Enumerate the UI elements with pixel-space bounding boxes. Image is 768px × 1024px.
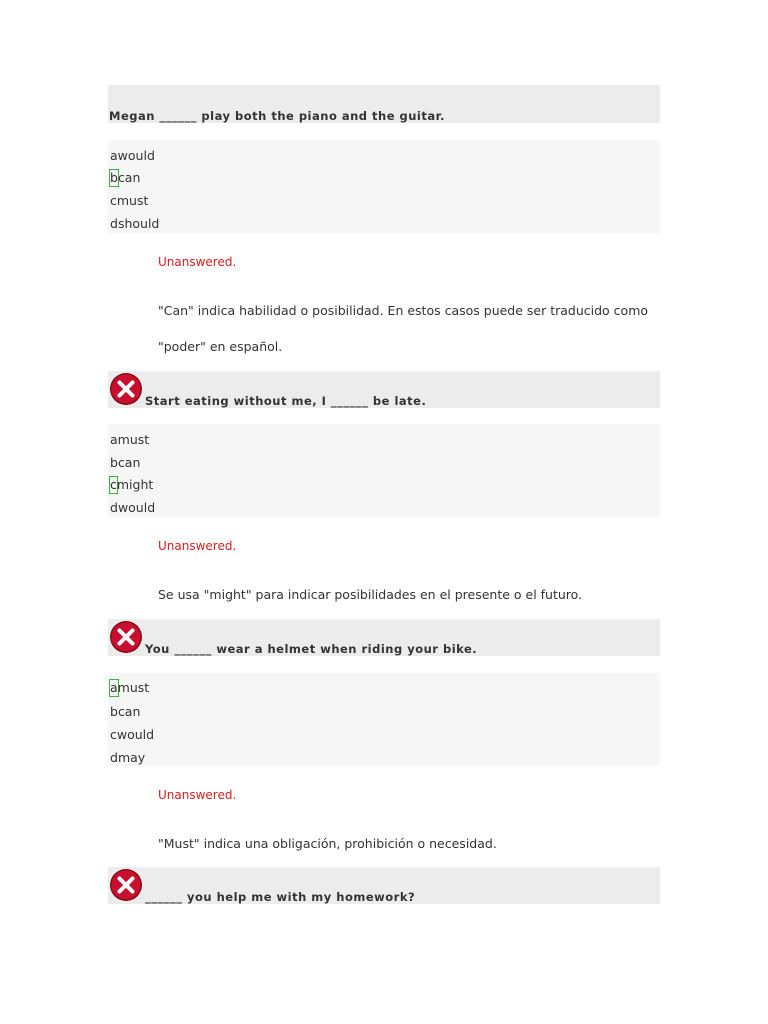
- incorrect-x-icon: [109, 372, 143, 406]
- option-letter: c: [110, 727, 117, 742]
- question-2-options: [108, 424, 660, 517]
- option-b[interactable]: [110, 704, 140, 720]
- option-a[interactable]: [110, 148, 155, 164]
- option-letter: d: [110, 216, 118, 231]
- option-a[interactable]: [110, 432, 149, 448]
- option-letter: b: [110, 455, 118, 470]
- question-3-text: You ______ wear a helmet when riding your bike.: [145, 642, 478, 656]
- correct-answer-marker: a: [110, 680, 118, 695]
- feedback-text: Se usa "might" para indicar posibilidades en el presente o el futuro.: [158, 587, 583, 602]
- feedback-text: "Must" indica una obligación, prohibición o necesidad.: [158, 836, 497, 851]
- option-d[interactable]: [110, 750, 145, 766]
- option-d[interactable]: [110, 500, 155, 516]
- option-letter: d: [110, 500, 118, 515]
- question-3-bar: [108, 619, 660, 656]
- option-c[interactable]: [110, 477, 153, 493]
- option-a[interactable]: [110, 680, 149, 696]
- status-unanswered: Unanswered.: [158, 255, 237, 269]
- option-letter: a: [110, 148, 118, 163]
- option-text: would: [116, 727, 155, 742]
- question-4-bar: [108, 867, 660, 904]
- option-text: can: [117, 170, 141, 185]
- option-c[interactable]: [110, 727, 154, 743]
- option-text: must: [116, 193, 149, 208]
- option-letter: a: [110, 432, 118, 447]
- correct-answer-marker: c: [110, 477, 117, 492]
- incorrect-x-icon: [109, 620, 143, 654]
- incorrect-x-icon: [109, 868, 143, 902]
- question-3-options: [108, 673, 660, 766]
- option-b[interactable]: [110, 455, 140, 471]
- option-text: must: [117, 680, 150, 695]
- option-c[interactable]: [110, 193, 148, 209]
- option-text: can: [117, 704, 141, 719]
- option-text: would: [117, 500, 156, 515]
- option-text: must: [117, 432, 150, 447]
- option-letter: c: [110, 193, 117, 208]
- question-1-text: Megan ______ play both the piano and the guitar.: [109, 109, 446, 123]
- question-2-text: Start eating without me, I ______ be late.: [145, 394, 427, 408]
- question-2-bar: [108, 371, 660, 408]
- option-text: would: [117, 148, 155, 163]
- correct-answer-marker: b: [110, 170, 118, 185]
- question-1-bar: [108, 85, 660, 123]
- feedback-text: "Can" indica habilidad o posibilidad. En estos casos puede ser traducido como: [158, 303, 649, 318]
- option-b[interactable]: [110, 170, 140, 186]
- status-unanswered: Unanswered.: [158, 539, 237, 553]
- option-text: might: [116, 477, 154, 492]
- option-d[interactable]: [110, 216, 159, 232]
- option-letter: d: [110, 750, 118, 765]
- option-text: may: [117, 750, 146, 765]
- status-unanswered: Unanswered.: [158, 788, 237, 802]
- question-4-text: ______ you help me with my homework?: [145, 890, 416, 904]
- feedback-text: "poder" en español.: [158, 339, 283, 354]
- option-text: should: [117, 216, 160, 231]
- option-text: can: [117, 455, 141, 470]
- question-1-options: [108, 140, 660, 233]
- option-letter: b: [110, 704, 118, 719]
